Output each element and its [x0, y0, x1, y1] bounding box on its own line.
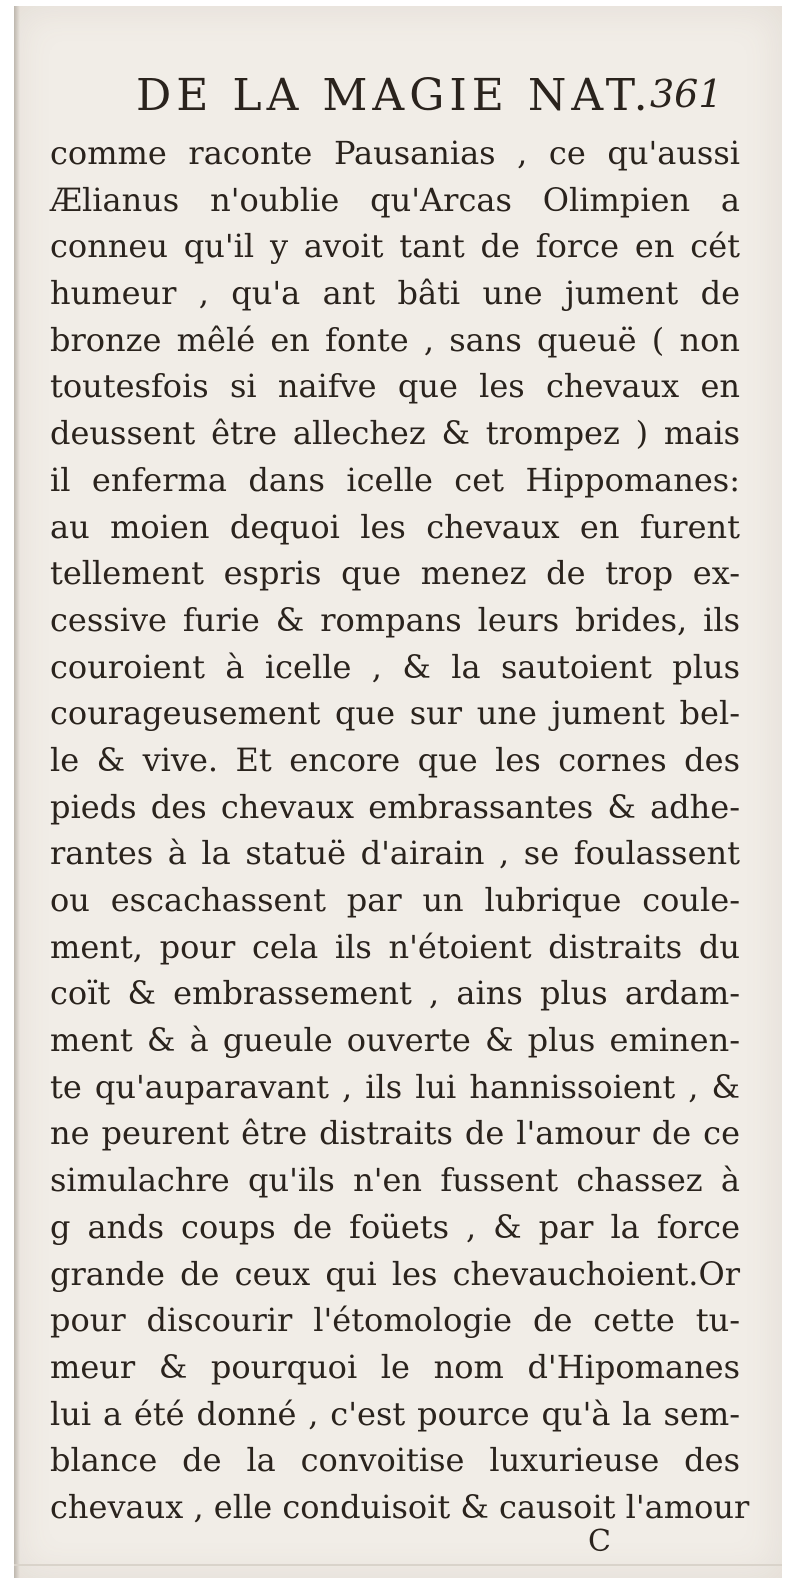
text-line: g ands coups de foüets , & par la force	[50, 1207, 740, 1246]
body-text	[50, 130, 750, 1531]
page-header	[14, 70, 782, 126]
text-line: il enferma dans icelle cet Hippomanes:	[50, 460, 740, 499]
text-line: bronze mêlé en fonte , sans queuë ( non	[50, 320, 740, 359]
text-line: lui a été donné , c'est pource qu'à la sem-	[50, 1394, 740, 1433]
text-line: courageusement que sur une jument bel-	[50, 694, 740, 733]
text-line: deussent être allechez & trompez ) mais	[50, 414, 740, 453]
text-line: conneu qu'il y avoit tant de force en cét	[50, 227, 740, 266]
text-line: pour discourir l'étomologie de cette tu-	[50, 1301, 740, 1340]
book-page	[14, 6, 782, 1578]
text-line: grande de ceux qui les chevauchoient.Or	[50, 1254, 740, 1293]
text-line: te qu'auparavant , ils lui hannissoient , &	[50, 1067, 740, 1106]
text-line: coït & embrassement , ains plus ardam-	[50, 974, 740, 1013]
text-line: ne peurent être distraits de l'amour de ce	[50, 1114, 740, 1153]
text-line: simulachre qu'ils n'en fussent chassez à	[50, 1161, 740, 1200]
catchword: C	[588, 1524, 611, 1559]
text-line: blance de la convoitise luxurieuse des	[50, 1441, 740, 1480]
text-line: au moien dequoi les chevaux en furent	[50, 507, 740, 546]
text-line: chevaux , elle conduisoit & causoit l'amour	[50, 1487, 750, 1526]
text-line: ment & à gueule ouverte & plus eminen-	[50, 1021, 740, 1060]
text-line: cessive furie & rompans leurs brides, ils	[50, 600, 740, 639]
page-bottom-edge	[14, 1564, 782, 1566]
text-line: Ælianus n'oublie qu'Arcas Olimpien a	[50, 180, 740, 219]
text-line: pieds des chevaux embrassantes & adhe-	[50, 787, 740, 826]
text-line: rantes à la statuë d'airain , se foulassent	[50, 834, 740, 873]
text-line: humeur , qu'a ant bâti une jument de	[50, 274, 740, 313]
text-line: le & vive. Et encore que les cornes des	[50, 740, 740, 779]
text-line: comme raconte Pausanias , ce qu'aussi	[50, 134, 740, 172]
text-line: toutesfois si naifve que les chevaux en	[50, 367, 740, 406]
text-line: ou escachassent par un lubrique coule-	[50, 881, 740, 919]
text-line: couroient à icelle , & la sautoient plus	[50, 647, 740, 686]
page-number: 361	[650, 72, 723, 116]
text-line: tellement espris que menez de trop ex-	[50, 554, 740, 593]
text-line: meur & pourquoi le nom d'Hipomanes	[50, 1347, 740, 1386]
text-line: ment, pour cela ils n'étoient distraits du	[50, 927, 740, 966]
running-title: DE LA MAGIE NAT.	[136, 70, 653, 121]
